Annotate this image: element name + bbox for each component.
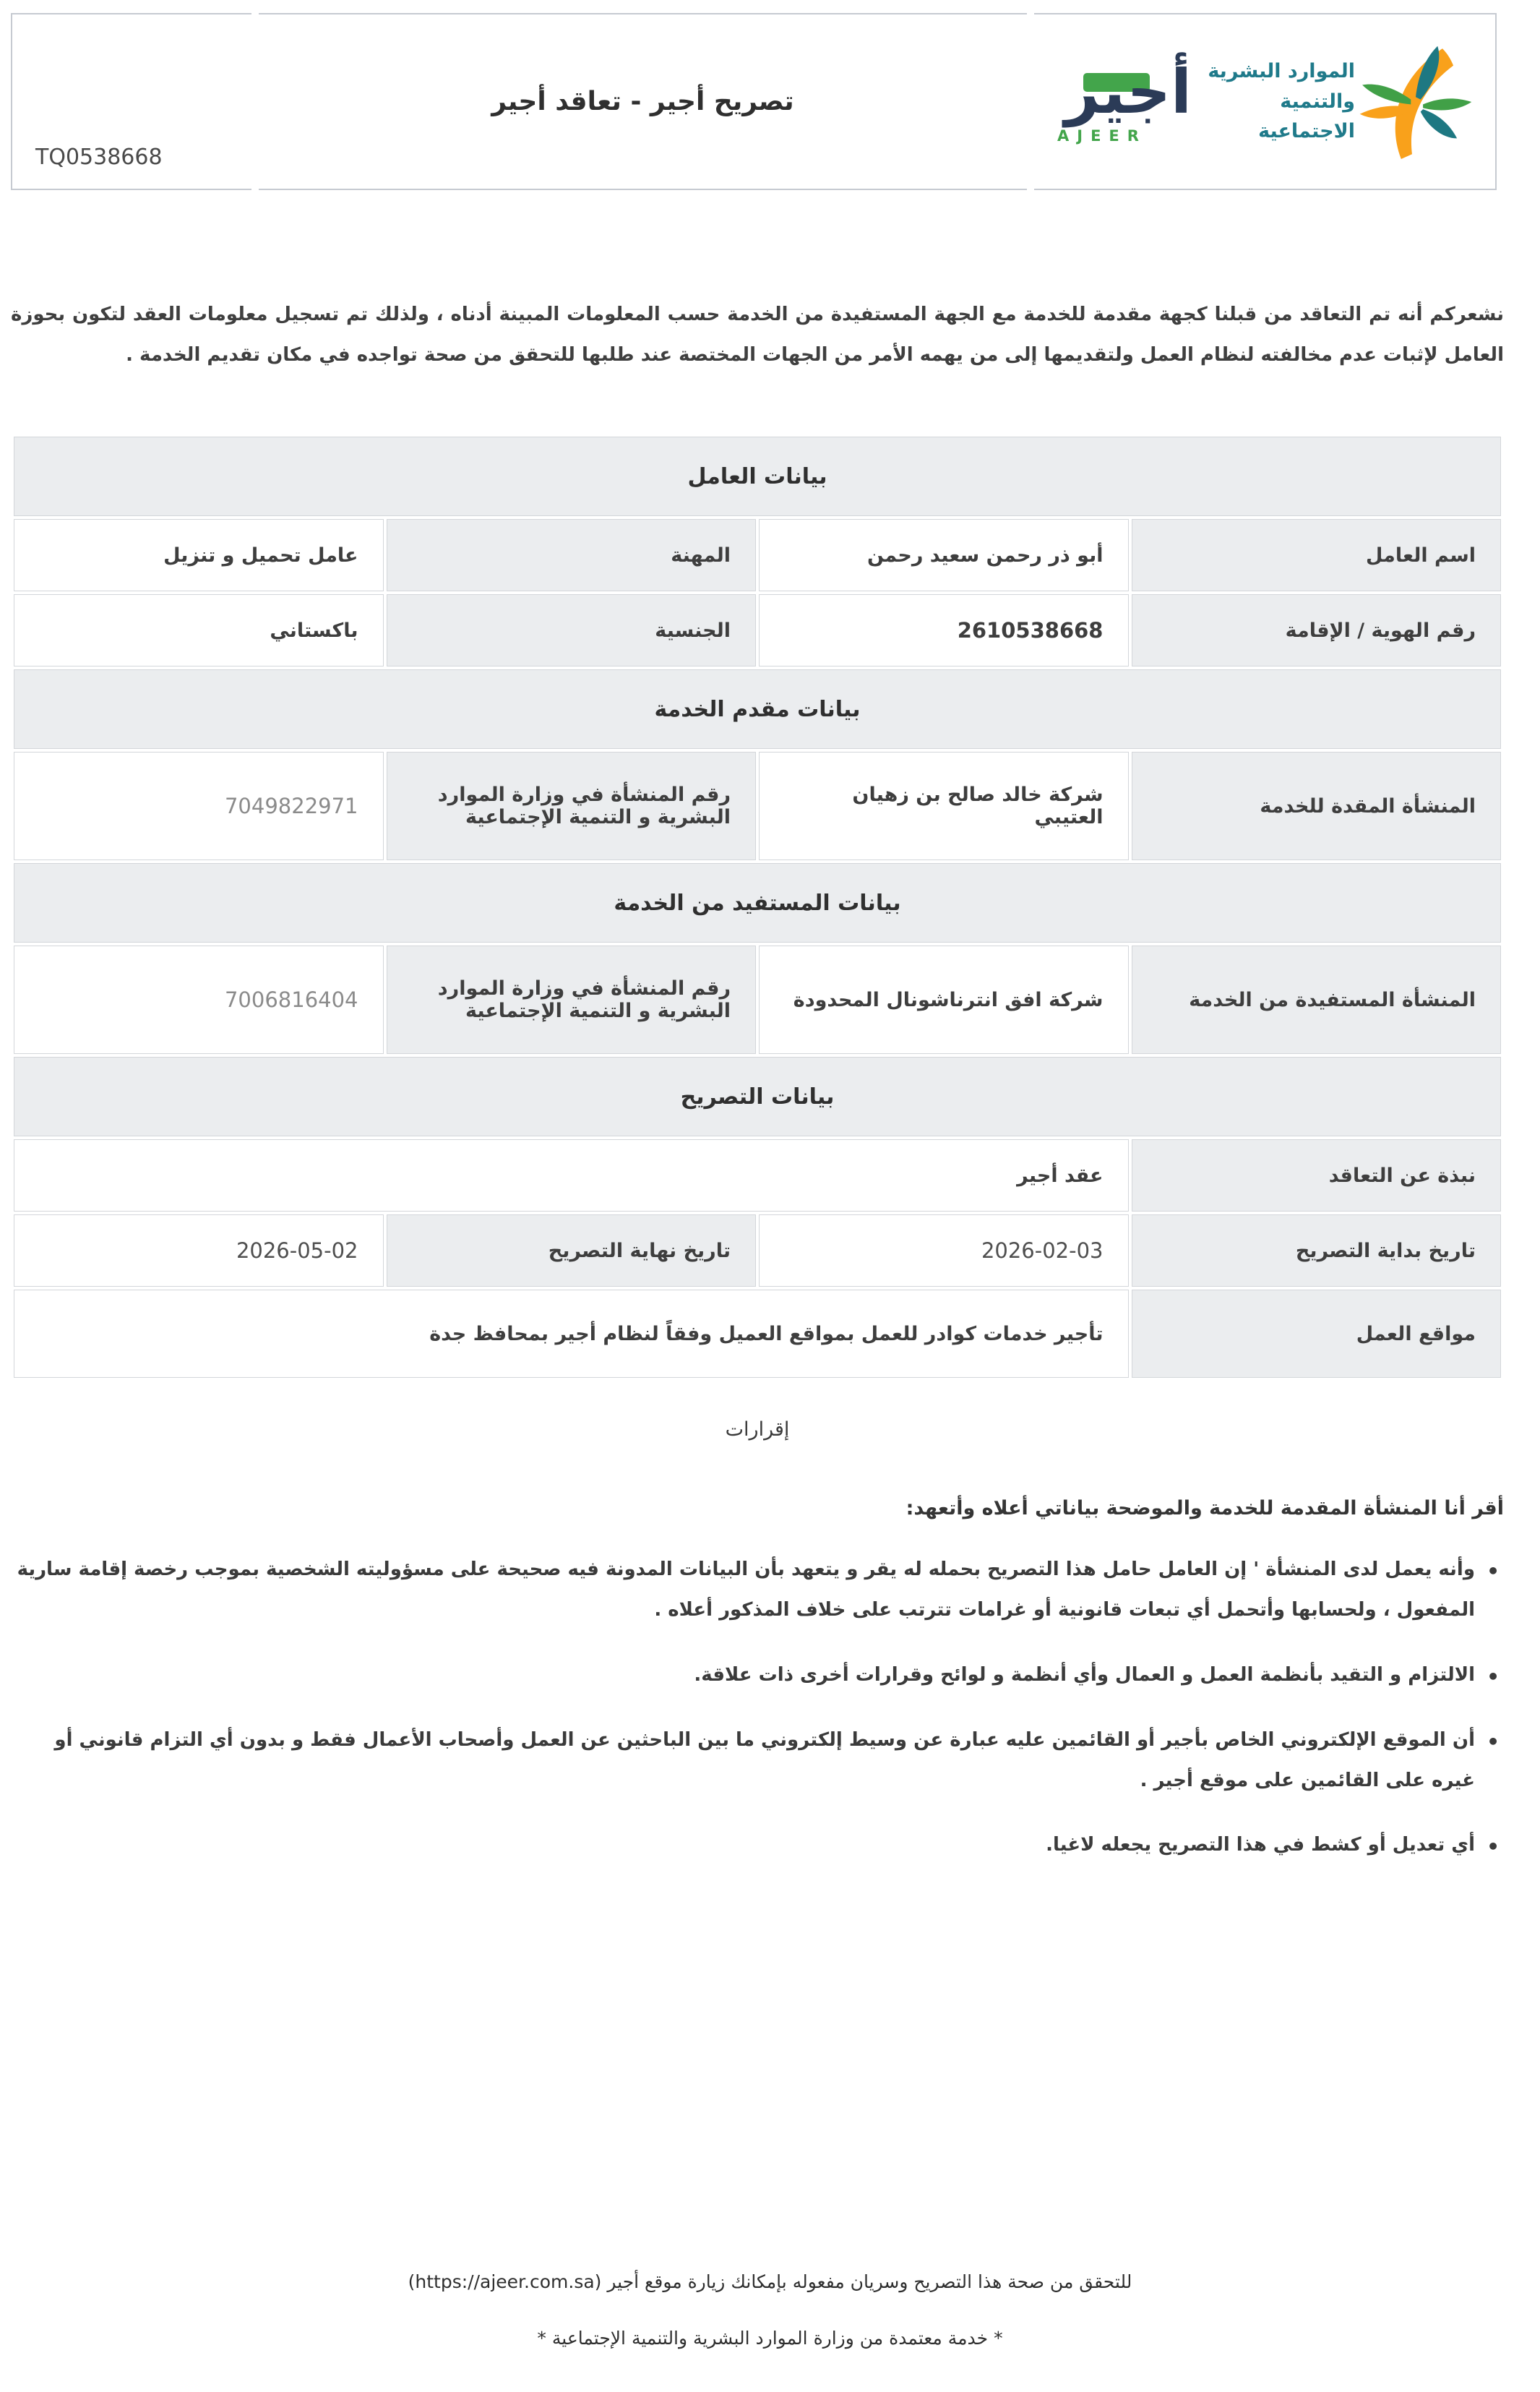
nationality-label: الجنسية: [387, 594, 757, 666]
ajeer-logo-arabic: أجير: [1064, 56, 1192, 128]
table-row: [14, 1139, 1501, 1212]
section-header-provider: [14, 669, 1501, 749]
id-number-value: 2610538668: [759, 594, 1129, 666]
declaration-item: • وأنه يعمل لدى المنشأة ' إن العامل حامل هذا التصريح بحمله له يقر و يتعهد بأن البيانات المدونة فيه صحيحة على مسؤوليته الشخصية بموجب رخصة إقامة سارية المفعول ، ولحسابها وأتحمل أي تبعات قانونية أو غرامات تترتب على خلاف المذكور أعلاه .: [11, 1550, 1504, 1631]
provider-mol-number-label: رقم المنشأة في وزارة الموارد البشرية و التنمية الإجتماعية: [387, 752, 757, 860]
beneficiary-section-title: بيانات المستفيد من الخدمة: [14, 863, 1501, 943]
declarations-title: إقرارات: [725, 1418, 790, 1441]
title-cell: [259, 13, 1027, 190]
ministry-palm-star-icon: [1355, 41, 1476, 163]
id-number-label: رقم الهوية / الإقامة: [1132, 594, 1502, 666]
ministry-logo-line1: الموارد البشرية: [1208, 59, 1355, 82]
declarations-intro: أقر أنا المنشأة المقدمة للخدمة والموضحة بياناتي أعلاه وأتعهد:: [905, 1497, 1504, 1519]
permit-section-title: بيانات التصريح: [14, 1057, 1501, 1136]
worker-section-title: بيانات العامل: [14, 437, 1501, 516]
contract-summary-label: نبذة عن التعاقد: [1132, 1139, 1502, 1212]
intro-paragraph: نشعركم أنه تم التعاقد من قبلنا كجهة مقدمة للخدمة مع الجهة المستفيدة من الخدمة حسب المعلومات المبينة أدناه ، ولذلك تم تسجيل معلومات العقد لتكون بحوزة العامل لإثبات عدم مخالفته لنظام العمل ولتقديمها إلى من يهمه الأمر من الجهات المختصة عند طلبها للتحقق من صحة تواجده في مكان تقديم الخدمة .: [11, 304, 1504, 366]
declarations-list: [11, 1550, 1504, 1866]
nationality-value: باكستاني: [14, 594, 384, 666]
section-header-beneficiary: [14, 863, 1501, 943]
profession-value: عامل تحميل و تنزيل: [14, 519, 384, 591]
provider-establishment-label: المنشأة المقدة للخدمة: [1132, 752, 1502, 860]
ajeer-logo-latin: AJEER: [1057, 127, 1147, 145]
ajeer-logo: [1053, 56, 1192, 145]
declaration-item: • أن الموقع الإلكتروني الخاص بأجير أو القائمين عليه عبارة عن وسيط إلكتروني ما بين الباحثين عن العمل وأصحاب الأعمال فقط و بدون أي التزام قانوني أو غيره على القائمين على موقع أجير .: [11, 1720, 1504, 1801]
doc-number-cell: [11, 13, 251, 190]
table-row: [14, 946, 1501, 1054]
ministry-logo: [1192, 41, 1476, 163]
permit-end-date-value: 2026-05-02: [14, 1214, 384, 1287]
beneficiary-establishment-value: شركة افق انترناشونال المحدودة: [759, 946, 1129, 1054]
declarations-section: [11, 1418, 1504, 1890]
contract-summary-value: عقد أجير: [14, 1139, 1129, 1212]
logos-cell: [1034, 13, 1497, 190]
ministry-logo-text: [1196, 56, 1355, 147]
table-row: [14, 752, 1501, 860]
page-title: تصريح أجير - تعاقد أجير: [491, 87, 794, 116]
beneficiary-mol-number-label: رقم المنشأة في وزارة الموارد البشرية و التنمية الإجتماعية: [387, 946, 757, 1054]
work-locations-value: تأجير خدمات كوادر للعمل بمواقع العميل وفقاً لنظام أجير بمحافظ جدة: [14, 1290, 1129, 1378]
table-row: [14, 594, 1501, 666]
beneficiary-establishment-label: المنشأة المستفيدة من الخدمة: [1132, 946, 1502, 1054]
worker-name-value: أبو ذر رحمن سعيد رحمن: [759, 519, 1129, 591]
worker-name-label: اسم العامل: [1132, 519, 1502, 591]
beneficiary-mol-number-value: 7006816404: [14, 946, 384, 1054]
footer-verification-line: للتحقق من صحة هذا التصريح وسريان مفعوله بإمكانك زيارة موقع أجير (https://ajeer.com.sa): [408, 2271, 1132, 2292]
permit-header: [11, 13, 1497, 190]
permit-start-date-label: تاريخ بداية التصريح: [1132, 1214, 1502, 1287]
ministry-logo-line2: والتنمية الاجتماعية: [1258, 90, 1355, 143]
permit-data-table: [11, 434, 1504, 1381]
footer-accreditation-line: * خدمة معتمدة من وزارة الموارد البشرية والتنمية الإجتماعية *: [537, 2327, 1003, 2349]
section-header-permit: [14, 1057, 1501, 1136]
table-row: [14, 519, 1501, 591]
provider-mol-number-value: 7049822971: [14, 752, 384, 860]
provider-establishment-value: شركة خالد صالح بن زهيان العتيبي: [759, 752, 1129, 860]
table-row: [14, 1214, 1501, 1287]
permit-start-date-value: 2026-02-03: [759, 1214, 1129, 1287]
section-header-worker: [14, 437, 1501, 516]
provider-section-title: بيانات مقدم الخدمة: [14, 669, 1501, 749]
profession-label: المهنة: [387, 519, 757, 591]
page-footer: [0, 2254, 1540, 2366]
table-row: [14, 1290, 1501, 1378]
permit-end-date-label: تاريخ نهاية التصريح: [387, 1214, 757, 1287]
declaration-item: • الالتزام و التقيد بأنظمة العمل و العمال وأي أنظمة و لوائح وقرارات أخرى ذات علاقة.: [11, 1655, 1504, 1696]
doc-number: TQ0538668: [35, 145, 163, 170]
work-locations-label: مواقع العمل: [1132, 1290, 1502, 1378]
declaration-item: • أي تعديل أو كشط في هذا التصريح يجعله لاغيا.: [11, 1825, 1504, 1866]
